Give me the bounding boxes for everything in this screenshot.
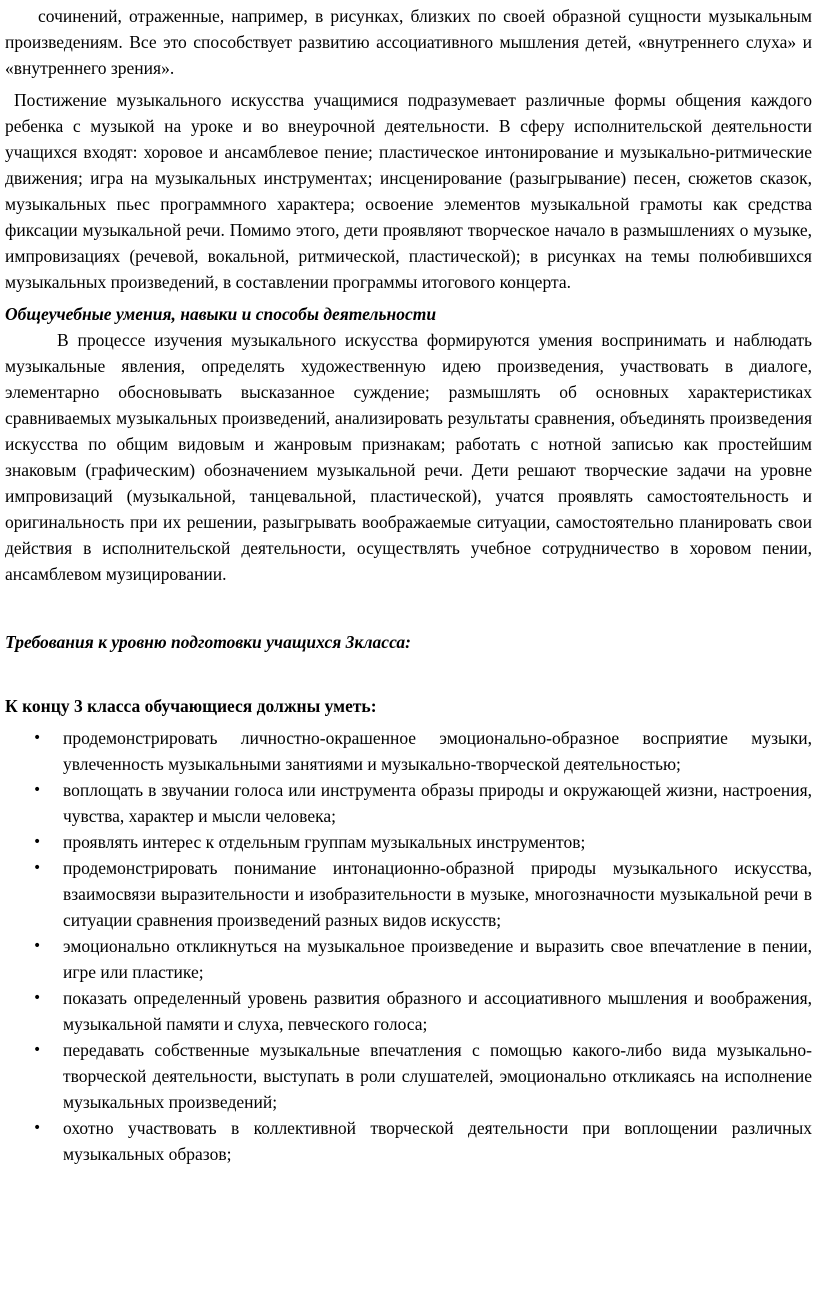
bullet-text: передавать собственные музыкальные впечатления с помощью какого-либо вида музыкально-творческой деятельности, выступать в роли слушателей, эмоционально откликаясь на исполнение музыкальных произведений; <box>63 1040 812 1112</box>
bullet-item <box>5 933 812 985</box>
heading-requirements-grade3: Требования к уровню подготовки учащихся 3класса: <box>5 632 411 652</box>
bullet-marker: • <box>33 1042 42 1058</box>
paragraph-continuation: сочинений, отраженные, например, в рисунках, близких по своей образной сущности музыкальным произведениям. Все это способствует развитию ассоциативного мышления детей, «внутреннего слуха» и «внутреннего зрения». <box>5 6 812 78</box>
bullet-item <box>5 1115 812 1167</box>
heading-general-skills: Общеучебные умения, навыки и способы деятельности <box>5 304 437 324</box>
bullet-item <box>5 829 812 855</box>
bullet-text: продемонстрировать личностно-окрашенное эмоционально-образное восприятие музыки, увлеченность музыкальными занятиями и музыкально-творческой деятельностью; <box>63 728 812 774</box>
bullet-item <box>5 985 812 1037</box>
bullet-text: эмоционально откликнуться на музыкальное произведение и выразить свое впечатление в пении, игре или пластике; <box>63 936 812 982</box>
bullet-marker: • <box>33 860 42 876</box>
bullet-text: продемонстрировать понимание интонационно-образной природы музыкального искусства, взаимосвязи выразительности и изобразительности в музыке, многозначности музыкальной речи в ситуации сравнения произведений разных видов искусств; <box>63 858 812 930</box>
bullet-marker: • <box>33 990 42 1006</box>
bullet-text: охотно участвовать в коллективной творческой деятельности при воплощении различных музыкальных образов; <box>63 1118 812 1164</box>
heading-must-know: К концу 3 класса обучающиеся должны уметь: <box>5 696 377 716</box>
bullet-item <box>5 725 812 777</box>
paragraph-learning-process: В процессе изучения музыкального искусства формируются умения воспринимать и наблюдать музыкальные явления, определять художественную идею произведения, участвовать в диалоге, элементарно обосновывать высказанное суждение; размышлять об основных характеристиках сравниваемых музыкальных произведений, анализировать результаты сравнения, объединять произведения искусства по общим видовым и жанровым признакам; работать с нотной записью как простейшим знаковым (графическим) обозначением музыкальной речи. Дети решают творческие задачи на уровне импровизаций (музыкальной, танцевальной, пластической), учатся проявлять самостоятельность и оригинальность при их решении, разыгрывать воображаемые ситуации, самостоятельно планировать свои действия в исполнительской деятельности, осуществлять учебное сотрудничество в хоровом пении, ансамблевом музицировании. <box>5 330 812 584</box>
bullet-text: проявлять интерес к отдельным группам музыкальных инструментов; <box>63 832 586 852</box>
bullet-marker: • <box>33 834 42 850</box>
bullet-item <box>5 855 812 933</box>
bullet-marker: • <box>33 1120 42 1136</box>
bullet-marker: • <box>33 730 42 746</box>
bullet-marker: • <box>33 938 42 954</box>
bullet-marker: • <box>33 782 42 798</box>
bullet-text: показать определенный уровень развития образного и ассоциативного мышления и воображения, музыкальной памяти и слуха, певческого голоса; <box>63 988 812 1034</box>
requirements-bullet-list <box>5 725 812 1167</box>
bullet-text: воплощать в звучании голоса или инструмента образы природы и окружающей жизни, настроения, чувства, характер и мысли человека; <box>63 780 812 826</box>
bullet-item <box>5 1037 812 1115</box>
paragraph-music-comprehension: Постижение музыкального искусства учащимися подразумевает различные формы общения каждого ребенка с музыкой на уроке и во внеурочной деятельности. В сферу исполнительской деятельности учащихся входят: хоровое и ансамблевое пение; пластическое интонирование и музыкально-ритмические движения; игра на музыкальных инструментах; инсценирование (разыгрывание) песен, сюжетов сказок, музыкальных пьес программного характера; освоение элементов музыкальной грамоты как средства фиксации музыкальной речи. Помимо этого, дети проявляют творческое начало в размышлениях о музыке, импровизациях (речевой, вокальной, ритмической, пластической); в рисунках на темы полюбившихся музыкальных произведений, в составлении программы итогового концерта. <box>5 90 812 292</box>
bullet-item <box>5 777 812 829</box>
